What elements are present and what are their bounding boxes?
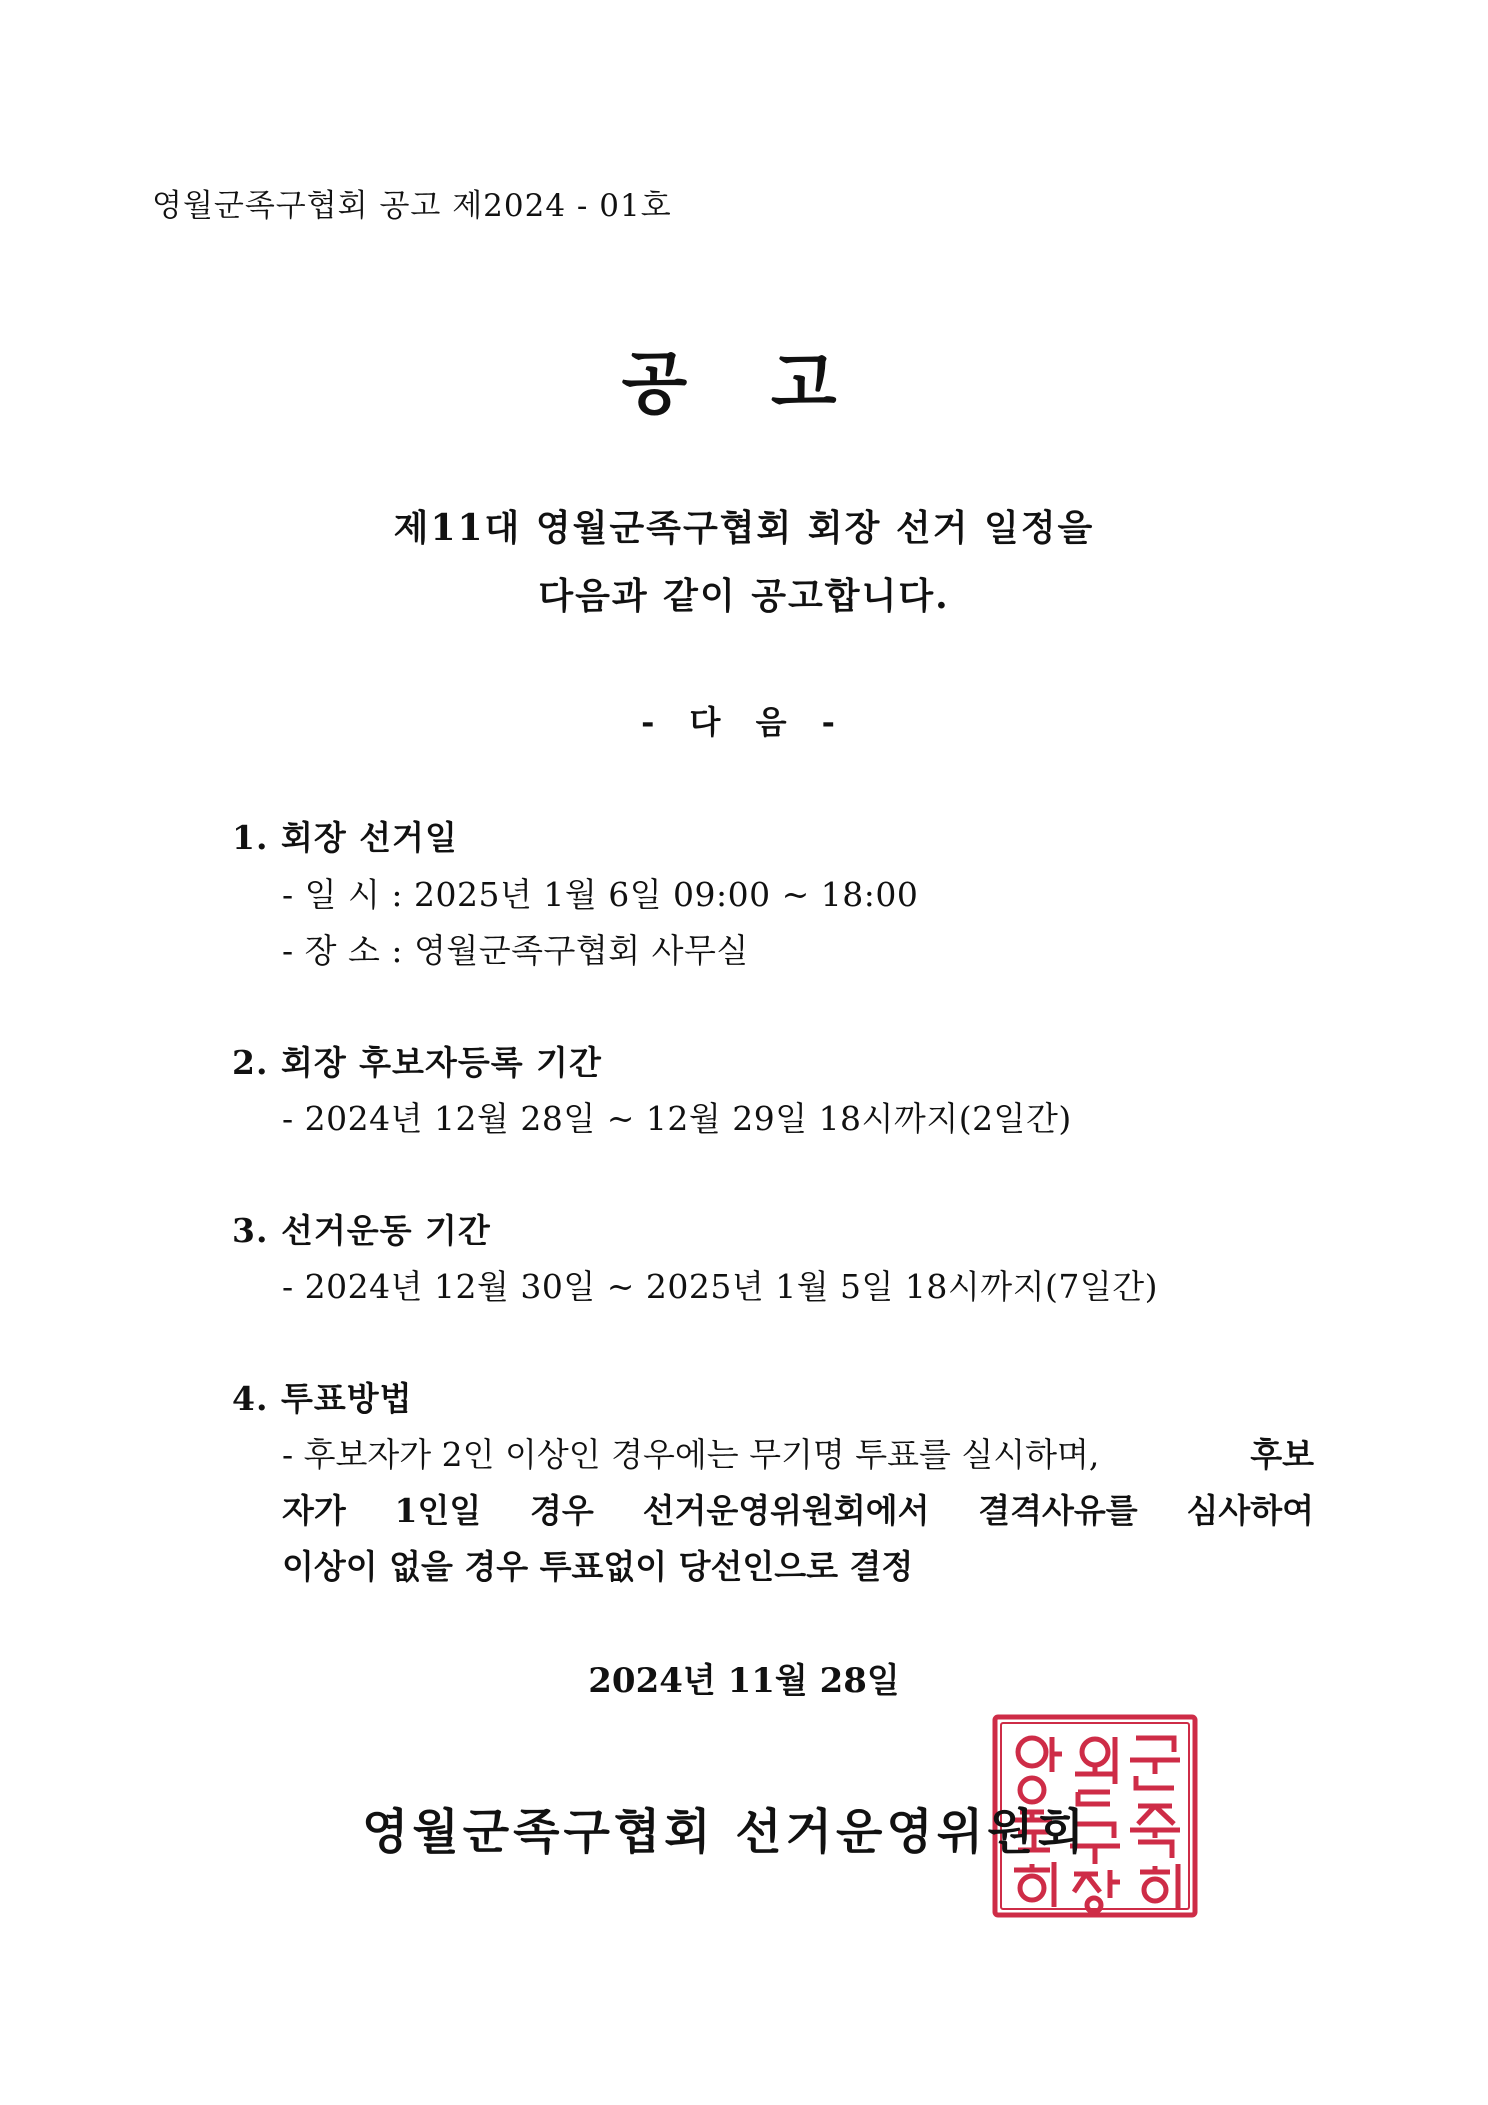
notice-date: 2024년 11월 28일 [588,1661,900,1701]
voting-method-line-2: 자가 1인일 경우 선거운영위원회에서 결격사유를 심사하여 [282,1491,1314,1530]
next-label: - 다 음 - [641,703,847,741]
voting-method-line-1-text: - 후보자가 2인 이상인 경우에는 무기명 투표를 실시하며, [282,1435,1100,1474]
document-number: 영월군족구협회 공고 제2024 - 01호 [152,188,672,224]
voting-method-line-1-bold: 후보 [1250,1435,1314,1474]
campaign-period: - 2024년 12월 30일 ~ 2025년 1월 5일 18시까지(7일간) [282,1267,1159,1306]
page-title: 공 고 [621,344,867,424]
section-title-campaign: 3. 선거운동 기간 [232,1211,491,1250]
section-title-registration: 2. 회장 후보자등록 기간 [232,1043,602,1082]
section-title-voting-method: 4. 투표방법 [232,1379,413,1418]
registration-period: - 2024년 12월 28일 ~ 12월 29일 18시까지(2일간) [282,1099,1072,1138]
section-title-election-day: 1. 회장 선거일 [232,818,458,857]
voting-method-line-3: 이상이 없을 경우 투표없이 당선인으로 결정 [282,1547,914,1586]
intro-line-2: 다음과 같이 공고합니다. [538,575,950,617]
voting-method-line-1 [282,1429,1314,1476]
signature-committee: 영월군족구협회 선거운영위원회 [362,1804,1088,1860]
election-place: - 장 소 : 영월군족구협회 사무실 [282,931,749,970]
election-datetime: - 일 시 : 2025년 1월 6일 09:00 ~ 18:00 [282,875,919,914]
intro-line-1: 제11대 영월군족구협회 회장 선거 일정을 [393,507,1095,549]
